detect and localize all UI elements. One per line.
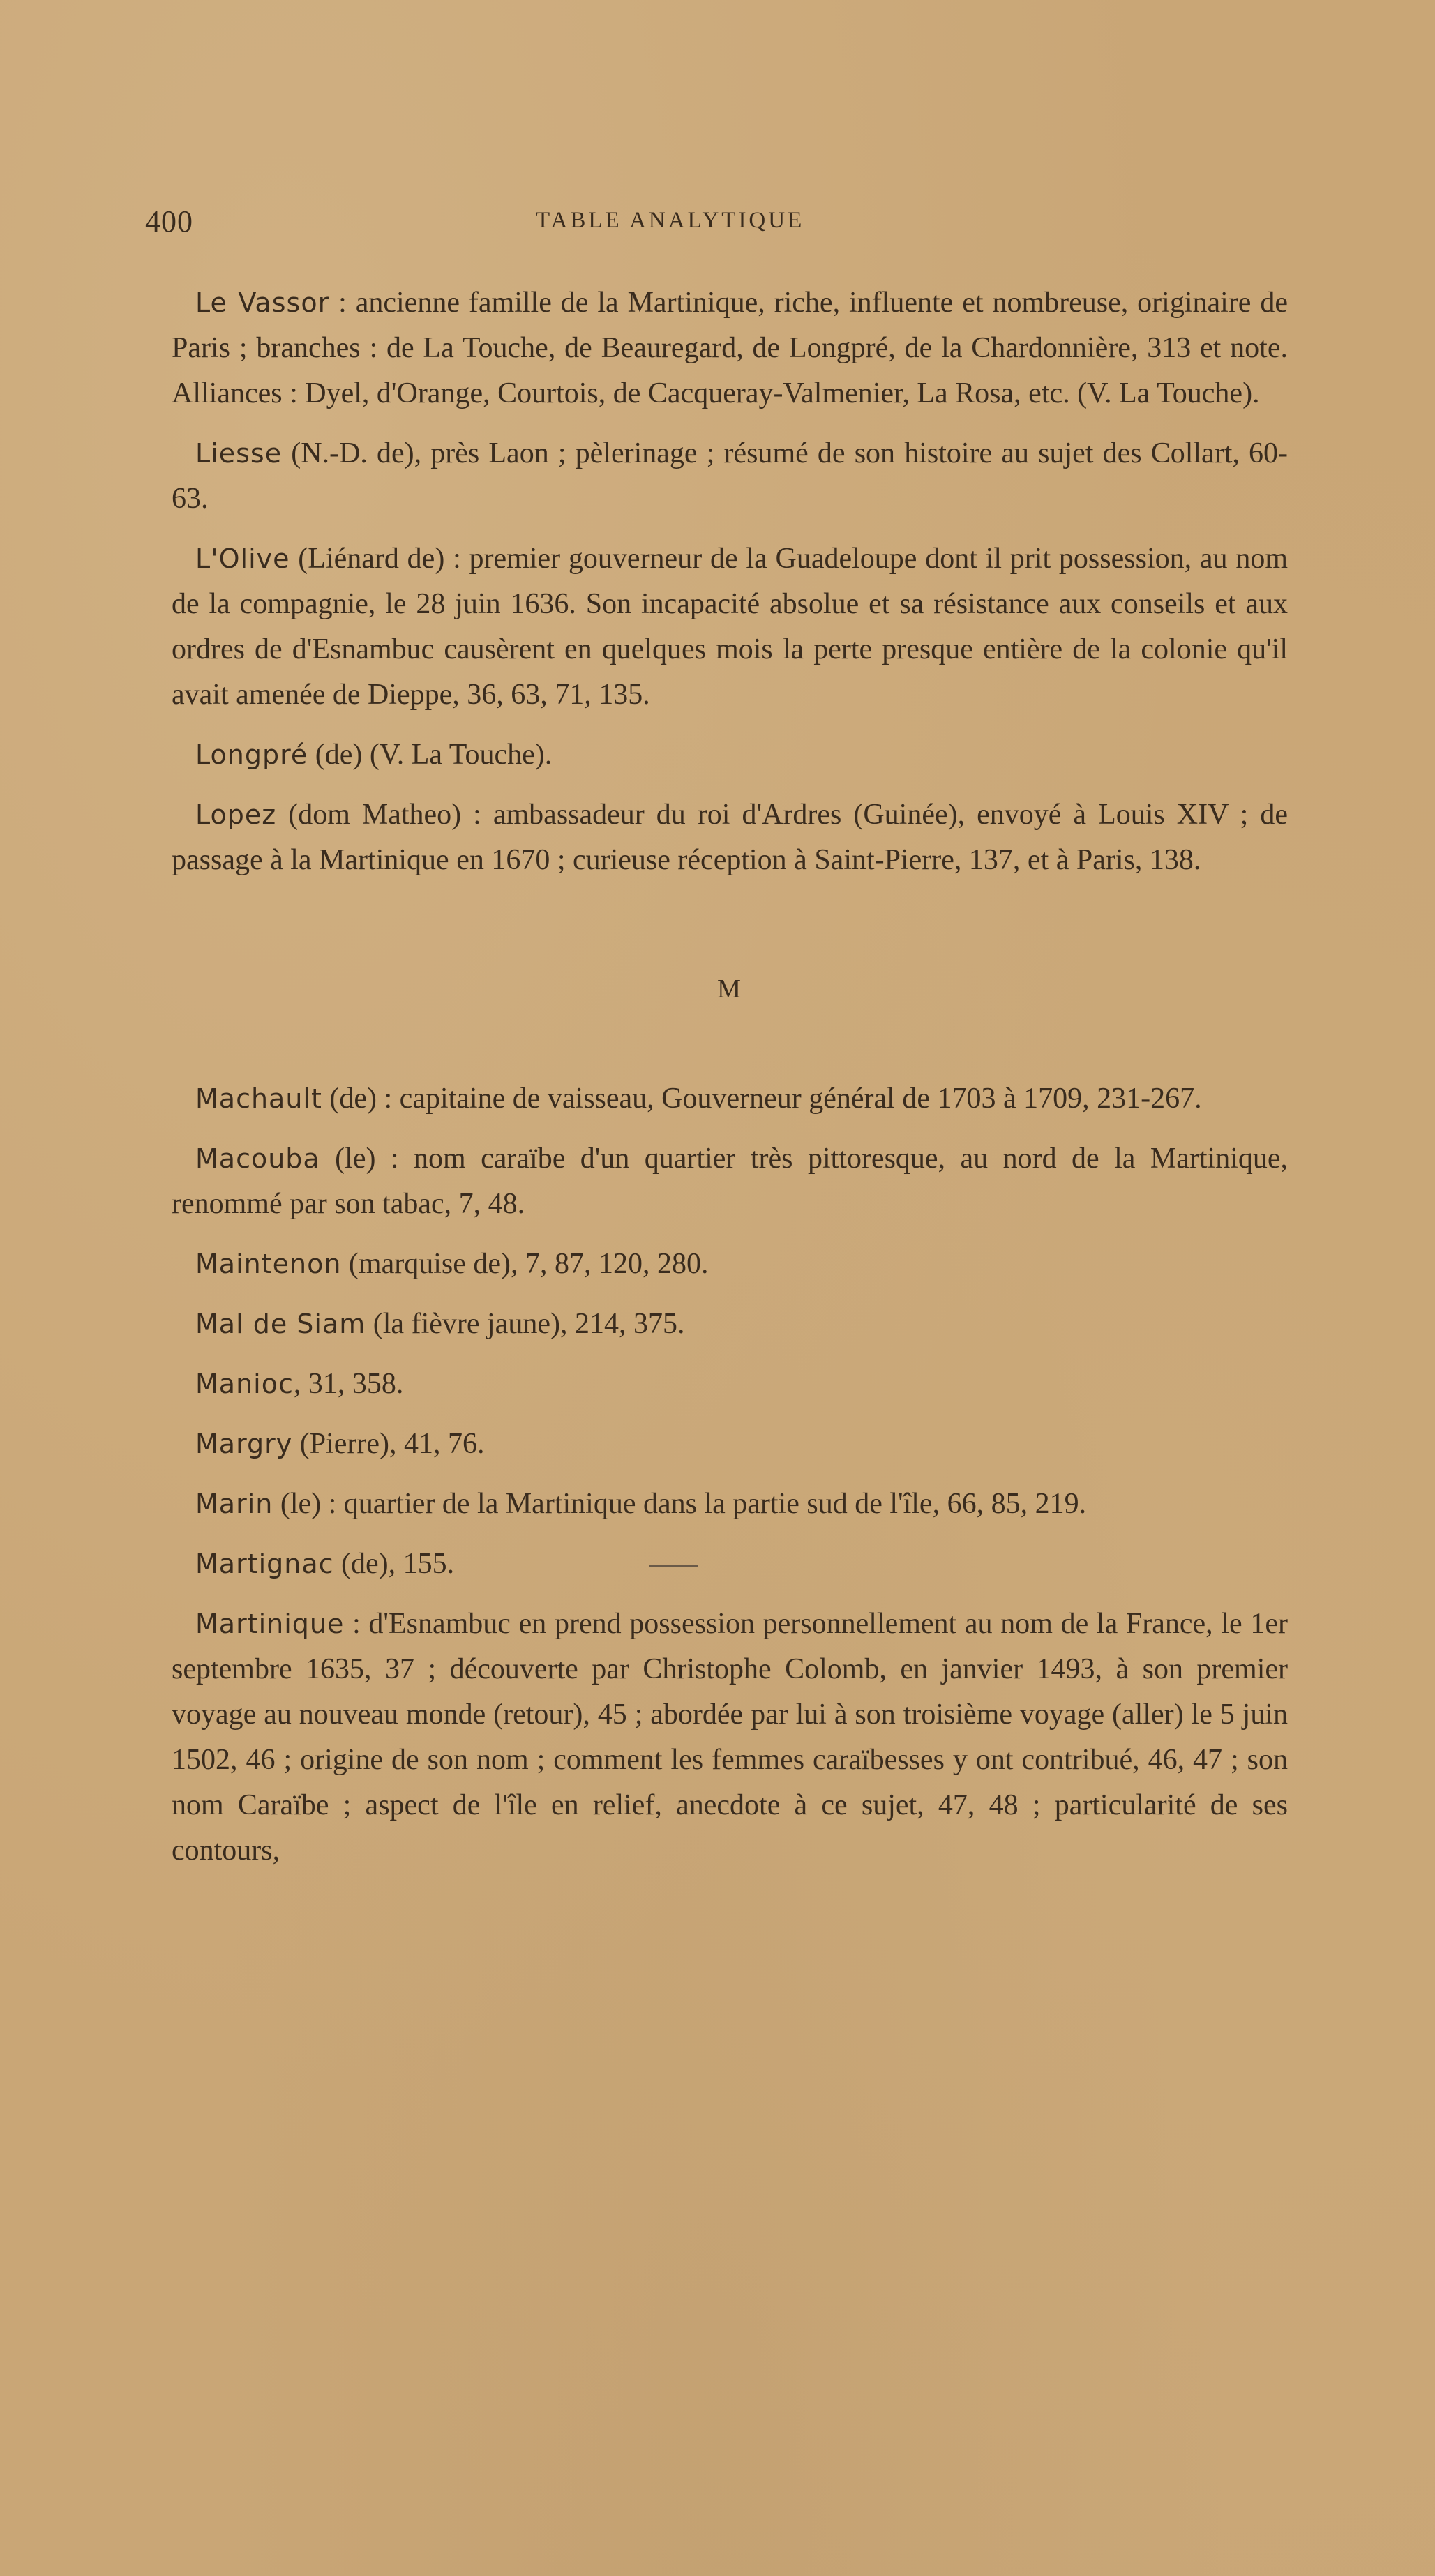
entry-head: Maintenon xyxy=(195,1249,342,1279)
index-body xyxy=(172,280,1288,1888)
section-letter-heading: M xyxy=(717,974,742,1004)
entry-text: (de) (V. La Touche). xyxy=(308,739,553,771)
entry-text: (N.-D. de), près Laon ; pèlerinage ; résumé de son histoire au sujet des Collart, 60-63. xyxy=(172,437,1288,515)
entry-text: (de), 155. xyxy=(333,1548,455,1580)
page-header xyxy=(145,204,1289,246)
page-number: 400 xyxy=(145,204,193,239)
entry-head: L'Olive xyxy=(195,543,290,574)
running-title: TABLE ANALYTIQUE xyxy=(536,208,805,233)
entry-text: (Pierre), 41, 76. xyxy=(292,1428,485,1460)
index-entry-mal-de-siam xyxy=(172,1302,1288,1347)
entry-head: Marin xyxy=(195,1489,273,1519)
index-entry-lopez xyxy=(172,792,1288,883)
stray-dash-rule xyxy=(649,1565,698,1567)
index-entry-margry xyxy=(172,1422,1288,1467)
entry-head: Le Vassor xyxy=(195,287,330,318)
entry-head: Mal de Siam xyxy=(195,1309,366,1339)
entry-text: (marquise de), 7, 87, 120, 280. xyxy=(341,1248,709,1280)
entry-text: : d'Esnambuc en prend possession personnellement au nom de la France, le 1er septembre 1635, 37 ; découverte par Christophe Colomb, en janvier 1493, à son premier voyage au nouveau monde (retour), 45 ; abordée par lui à son troisième voyage (aller) le 5 juin 1502, 46 ; origine de son nom ; comment les femmes caraïbesses y ont contribué, 46, 47 ; son nom Caraïbe ; aspect de l'île en relief, anecdote à ce sujet, 47, 48 ; particularité de ses contours, xyxy=(172,1608,1288,1867)
entry-head: Martinique xyxy=(195,1609,345,1639)
entry-text: (la fièvre jaune), 214, 375. xyxy=(366,1308,685,1340)
index-entry-l-olive xyxy=(172,536,1288,718)
entry-head: Margry xyxy=(195,1429,293,1459)
entry-head: Longpré xyxy=(195,739,308,770)
entry-head: Liesse xyxy=(195,438,283,469)
entry-head: Macouba xyxy=(195,1143,320,1174)
entry-head: Lopez xyxy=(195,799,277,830)
entry-text: (dom Matheo) : ambassadeur du roi d'Ardres (Guinée), envoyé à Louis XIV ; de passage à la Martinique en 1670 ; curieuse réception à Saint-Pierre, 137, et à Paris, 138. xyxy=(172,799,1288,876)
entry-head: Martignac xyxy=(195,1549,334,1579)
index-entry-martinique xyxy=(172,1602,1288,1874)
index-entry-liesse xyxy=(172,431,1288,522)
entry-text: (Liénard de) : premier gouverneur de la Guadeloupe dont il prit possession, au nom de la compagnie, le 28 juin 1636. Son incapacité absolue et sa résistance aux conseils et aux ordres de d'Esnambuc causèrent en quelques mois la perte presque entière de la colonie qu'il avait amenée de Dieppe, 36, 63, 71, 135. xyxy=(172,543,1288,711)
index-entry-manioc xyxy=(172,1362,1288,1407)
index-entry-longpre xyxy=(172,732,1288,778)
entry-head: Manioc xyxy=(195,1369,294,1399)
index-entry-machault xyxy=(172,1076,1288,1122)
entry-text: (le) : quartier de la Martinique dans la partie sud de l'île, 66, 85, 219. xyxy=(273,1488,1087,1520)
entry-text: : ancienne famille de la Martinique, riche, influente et nombreuse, originaire de Paris ; branches : de La Touche, de Beauregard, de Longpré, de la Chardonnière, 313 et note. Alliances : Dyel, d'Orange, Courtois, de Cacqueray-Valmenier, La Rosa, etc. (V. La Touche). xyxy=(172,287,1289,409)
index-entry-maintenon xyxy=(172,1242,1288,1287)
index-entry-macouba xyxy=(172,1136,1288,1227)
entry-text: (le) : nom caraïbe d'un quartier très pittoresque, au nord de la Martinique, renommé par son tabac, 7, 48. xyxy=(172,1143,1288,1220)
entry-text: (de) : capitaine de vaisseau, Gouverneur général de 1703 à 1709, 231-267. xyxy=(322,1083,1202,1115)
index-entry-le-vassor xyxy=(172,280,1288,416)
entry-head: Machault xyxy=(195,1083,322,1114)
index-entry-martignac xyxy=(172,1542,1288,1587)
entry-text: , 31, 358. xyxy=(293,1368,404,1400)
index-entry-marin xyxy=(172,1482,1288,1527)
